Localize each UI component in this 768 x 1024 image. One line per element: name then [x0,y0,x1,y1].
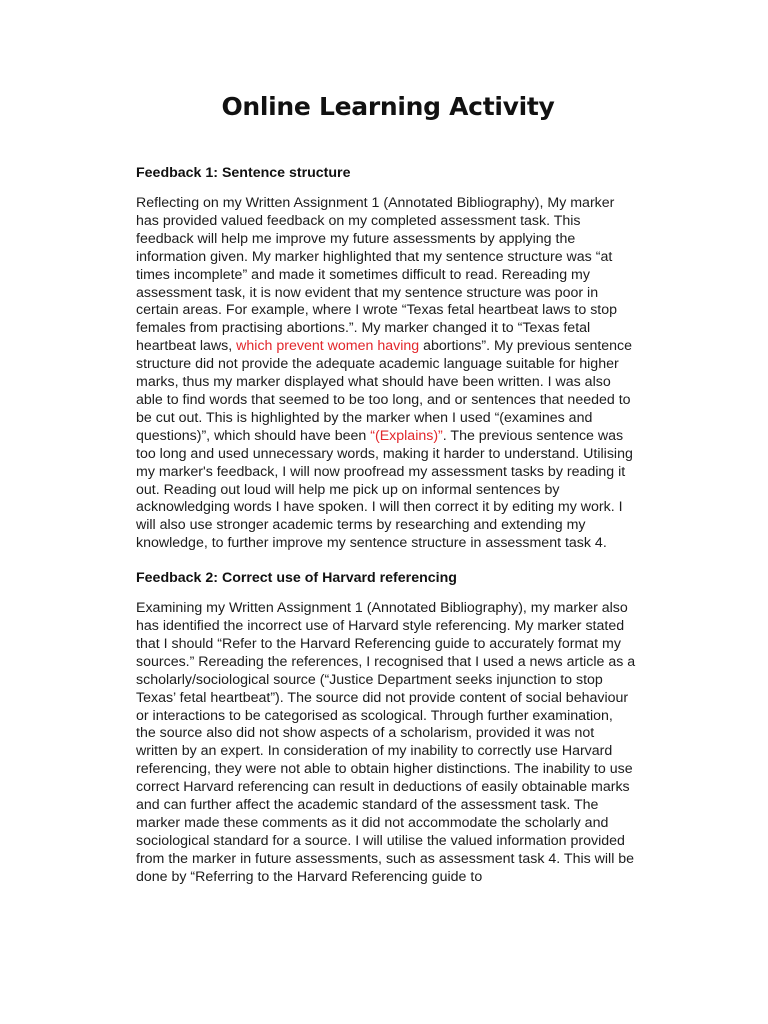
document-page [136,92,636,904]
section-heading-feedback-2: Feedback 2: Correct use of Harvard referencing [136,570,457,587]
paragraph-feedback-2: Examining my Written Assignment 1 (Annotated Bibliography), my marker also has identified the incorrect use of Harvard style referencing. My marker stated that I should “Refer to the Harvard Referencing guide to accurately format my sources.” Rereading the references, I recognised that I used a news article as a scholarly/sociological source (“Justice Department seeks injunction to stop Texas’ fetal heartbeat”). The source did not provide content of social behaviour or interactions to be categorised as scological. Through further examination, the source also did not show aspects of a scholarism, provided it was not written by an expert. In consideration of my inability to correctly use Harvard referencing, they were not able to obtain higher distinctions. The inability to use correct Harvard referencing can result in deductions of easily obtainable marks and can further affect the academic standard of the assessment task. The marker made these comments as it did not accommodate the scholarly and sociological standard for a source. I will utilise the valued information provided from the marker in future assessments, such as assessment task 4. This will be done by “Referring to the Harvard Referencing guide to [136,600,636,885]
marker-correction-text: “(Explains)” [370,427,443,444]
marker-correction-text: which prevent women having [232,338,420,355]
section-heading-feedback-1: Feedback 1: Sentence structure [136,165,351,181]
paragraph-feedback-1 [136,195,636,553]
page-title: Online Learning Activity [221,92,555,121]
paragraph-text: Reflecting on my Written Assignment 1 (Annotated Bibliography), My marker has provided valued feedback on my completed assessment task. This feedback will help me improve my future assessments by applying the information given. My marker highlighted that my sentence structure was “at times incomplete” and made it sometimes difficult to read. Rereading my assessment task, it is now evident that my sentence structure was poor in certain areas. For example, where I wrote “Texas fetal heartbeat laws to stop females from practising abortions.”. My marker changed it to “Texas fetal heartbeat laws, [136,195,618,355]
paragraph-text: . The previous sentence was too long and used unnecessary words, making it harder to understand. Utilising my marker's feedback, I will now proofread my assessment tasks by reading it out. Reading out loud will help me pick up on informal sentences by acknowledging words I have spoken. I will then correct it by editing my work. I will also use stronger academic terms by researching and extending my knowledge, to further improve my sentence structure in assessment task 4. [136,427,633,552]
paragraph-text: abortions”. My previous sentence structure did not provide the adequate academic language suitable for higher marks, thus my marker displayed what should have been written. I was also able to find words that seemed to be too long, and or sentences that needed to be cut out. This is highlighted by the marker when I used “(examines and questions)”, which should have been [136,338,633,444]
